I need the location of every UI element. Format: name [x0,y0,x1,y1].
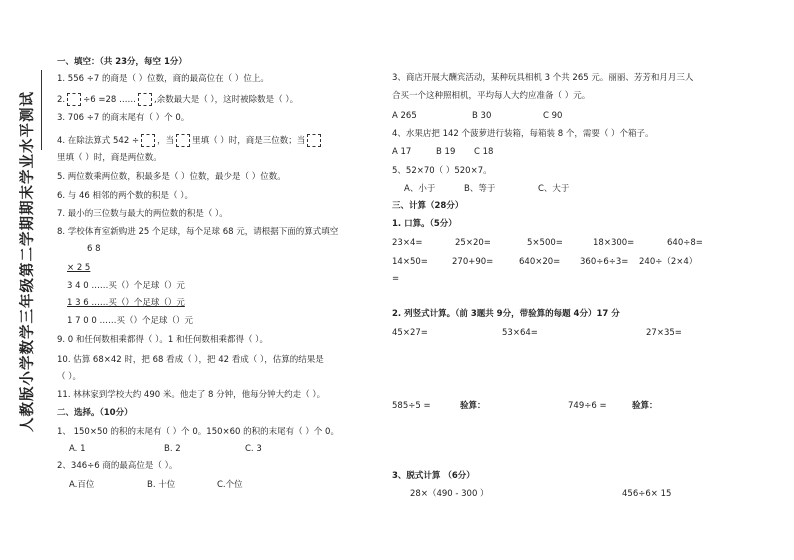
question-1: 1. 556 ÷7 的商是（ ）位数，商的最高位在（ ）位上。 [57,74,269,84]
question-5: 5. 两位数乘两位数，积最多是（ ）位数，最少是（ ）位数。 [57,172,286,182]
blank-box [138,93,152,106]
section-fill-heading: 一、填空：（共 23分，每空 1分） [57,57,187,67]
choice-3-option-c: C 90 [543,111,563,121]
calc-340: 3 4 0 ……买（）个足球（）元 [67,281,185,291]
oral-item: 270+90= [452,257,494,267]
calc-times-25: × 2 5 [67,263,91,273]
vertical-item-585: 585÷5 = [392,401,431,411]
choice-4-option-c: C 18 [474,147,494,157]
choice-5-option-b: B、等于 [464,184,496,194]
section-choice-heading: 二、选择。（10分） [57,408,133,418]
question-4-start: 4. 在除法算式 542 ÷ [57,136,140,146]
oral-item: 640×20= [519,257,561,267]
oral-item: 360÷6÷3= [580,257,629,267]
question-11: 11. 林林家到学校大约 490 米。他走了 8 分钟，他每分钟大约走（ ）。 [57,390,326,400]
question-3: 3. 706 ÷7 的商末尾有（ ）个 0。 [57,113,190,123]
oral-item-equals: = [392,274,400,284]
question-2 [57,93,298,106]
exam-title-vertical: 人教版小学数学三年级第二学期期末学业水平测试 [19,91,36,432]
oral-item: 25×20= [455,238,491,248]
vertical-calc-heading: 2. 列竖式计算。（前 3题共 9分，带验算的每题 4分）17 分 [392,309,620,319]
choice-question-2: 2、346÷6 商的最高位是（ ）。 [57,461,178,471]
choice-5-option-c: C、大于 [538,184,570,194]
vertical-item: 45×27= [392,328,428,338]
vertical-item-749: 749÷6 = [568,401,607,411]
vertical-item: 27×35= [646,328,682,338]
oral-item: 18×300= [593,238,635,248]
step-item: 456÷6× 15 [622,489,672,499]
choice-question-5: 5、52×70（ ）520×7。 [392,166,492,176]
choice-3-option-b: B 30 [472,111,492,121]
calc-68: 6 8 [87,244,101,254]
oral-item: 240÷（2×4） [639,257,698,267]
blank-box [141,134,155,147]
oral-item: 5×500= [527,238,563,248]
blank-box [176,134,190,147]
choice-2-option-a: A.百位 [69,480,95,490]
choice-2-option-c: C.个位 [217,480,243,490]
calc-136: 1 3 6 ……买（）个足球（）元 [67,298,185,308]
section-calc-heading: 三、计算（28分） [392,201,464,211]
question-4-line2: 里填（ ）时，商是两位数。 [57,153,162,163]
choice-2-option-b: B. 十位 [147,480,176,490]
oral-calc-heading: 1. 口算。（5分） [392,219,457,229]
question-2-mid: ÷6 =28 …… [83,95,136,105]
question-10-line1: 10. 估算 68×42 时，把 68 看成（ ），把 42 看成（ ），估算的结果是 [57,355,324,365]
oral-item: 23×4= [392,238,423,248]
question-9: 9. 0 和任何数相乘都得（ ）。1 和任何数相乘都得（ ）。 [57,335,268,345]
question-6: 6. 与 46 相邻的两个数的积是（ ）。 [57,191,193,201]
question-7: 7. 最小的三位数与最大的两位数的积是（ ）。 [57,209,228,219]
question-2-number: 2. [57,95,66,105]
calc-1700: 1 7 0 0 ……买（）个足球（）元 [67,316,193,326]
check-label: 验算： [632,401,658,411]
choice-1-option-a: A. 1 [69,444,86,454]
oral-item: 14×50= [392,257,428,267]
binding-line [41,70,42,150]
question-2-end: ,余数最大是（ ），这时被除数是（ ）。 [154,95,299,105]
question-8: 8. 学校体育室新购进 25 个足球，每个足球 68 元，请根据下面的算式填空 [57,227,339,237]
choice-question-3-line2: 合买一个这种照相机，平均每人大约应准备（ ）元。 [392,91,591,101]
question-4-when: ，当 [157,136,175,146]
choice-5-option-a: A、小于 [404,184,436,194]
question-10-line2: （ ）。 [57,372,81,382]
choice-1-option-c: C. 3 [245,444,262,454]
choice-question-1: 1、 150×50 的积的末尾有（ ）个 0。150×60 的积的末尾有（ ）个 0。 [57,427,339,437]
oral-item: 640÷8= [667,238,703,248]
choice-4-option-a: A 17 [392,147,412,157]
check-label: 验算： [460,401,486,411]
vertical-item: 53×64= [502,328,538,338]
step-item: 28×（490 - 300 ） [410,489,489,499]
blank-box [307,134,321,147]
step-calc-heading: 3、脱式计算 （6分） [392,471,475,481]
question-4-line1 [57,134,323,147]
blank-box [67,93,81,106]
choice-1-option-b: B. 2 [164,444,181,454]
choice-question-4: 4、水果店把 142 个菠萝进行装箱，每箱装 8 个，需要（ ）个箱子。 [392,129,654,139]
question-4-mid: 里填（ ）时，商是三位数；当 [192,136,306,146]
choice-3-option-a: A 265 [392,111,417,121]
choice-question-3-line1: 3、商店开展大酬宾活动，某种玩具相机 3 个共 265 元。丽丽、芳芳和月月三人 [392,73,694,83]
choice-4-option-b: B 19 [436,147,456,157]
